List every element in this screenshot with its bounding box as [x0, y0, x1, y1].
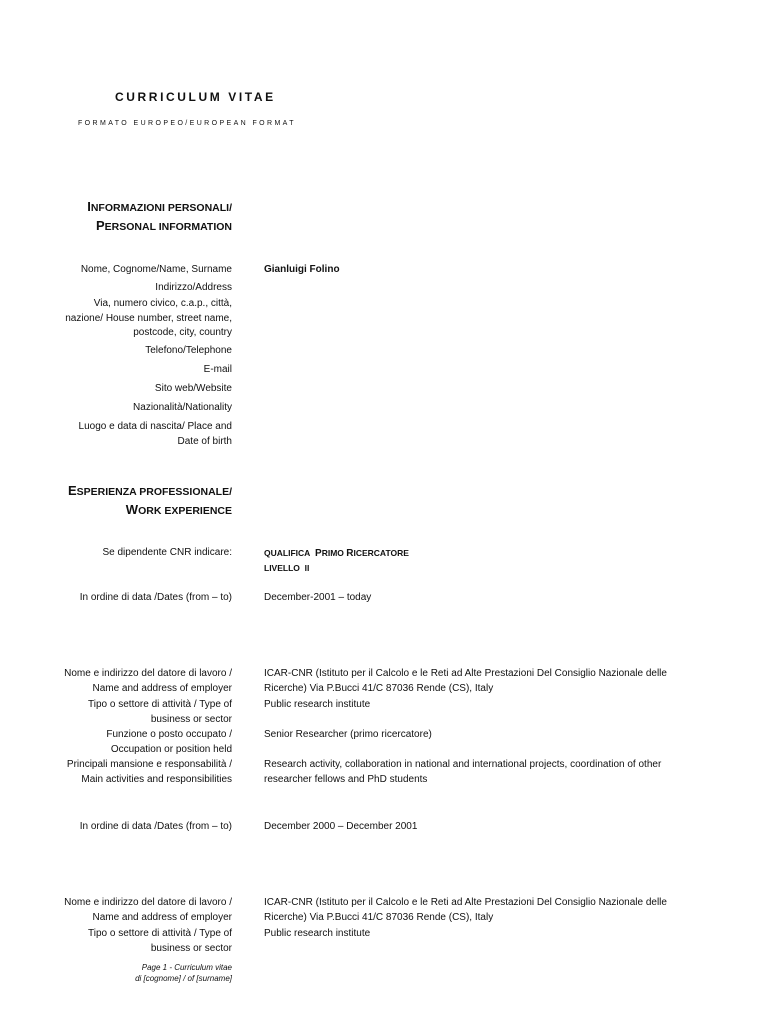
- footer-line-1: Page 1 - Curriculum vitae: [141, 963, 232, 972]
- qualifica-value: QUALIFICA PRIMO RICERCATORE LIVELLO II: [264, 548, 409, 573]
- dates-label: In ordine di data /Dates (from – to): [79, 592, 232, 603]
- sector-label: Tipo o settore di attività / Type of business or sector: [88, 699, 232, 725]
- dates-value: December-2001 – today: [264, 592, 372, 603]
- section-heading-work: ESPERIENZA PROFESSIONALE/ WORK EXPERIENCE: [67, 483, 232, 517]
- employer-value: ICAR-CNR (Istituto per il Calcolo e le Reti ad Alte Prestazioni Del Consiglio Nazionale delle Ricerche) Via P.Bucci 41/C 87036 Rende (CS), Italy: [264, 897, 667, 923]
- position-value: Senior Researcher (primo ricercatore): [264, 729, 432, 740]
- sector-value: Public research institute: [264, 928, 371, 939]
- phone-label: Telefono/Telephone: [145, 345, 232, 356]
- document-subtitle: FORMATO EUROPEO/EUROPEAN FORMAT: [78, 120, 296, 127]
- employer-label: Nome e indirizzo del datore di lavoro / Name and address of employer: [64, 668, 232, 694]
- page-footer: [32, 962, 232, 984]
- employer-label: Nome e indirizzo del datore di lavoro / Name and address of employer: [64, 897, 232, 923]
- document-title: CURRICULUM VITAE: [115, 90, 276, 104]
- nationality-label: Nazionalità/Nationality: [133, 402, 232, 413]
- dates-value: December 2000 – December 2001: [264, 821, 418, 832]
- email-label: E-mail: [203, 364, 232, 375]
- name-label: Nome, Cognome/Name, Surname: [80, 264, 232, 275]
- employer-value: ICAR-CNR (Istituto per il Calcolo e le Reti ad Alte Prestazioni Del Consiglio Nazionale delle Ricerche) Via P.Bucci 41/C 87036 Rende (CS), Italy: [264, 668, 667, 694]
- street-label: Via, numero civico, c.a.p., città, nazione/ House number, street name, postcode, city, country: [65, 298, 232, 338]
- sector-value: Public research institute: [264, 699, 371, 710]
- name-value: Gianluigi Folino: [264, 264, 340, 275]
- position-label: Funzione o posto occupato / Occupation or position held: [106, 729, 232, 755]
- activities-label: Principali mansione e responsabilità / Main activities and responsibilities: [66, 759, 232, 785]
- website-label: Sito web/Website: [154, 383, 232, 394]
- dates-label: In ordine di data /Dates (from – to): [79, 821, 232, 832]
- address-label: Indirizzo/Address: [155, 282, 232, 293]
- cnr-label: Se dipendente CNR indicare:: [102, 547, 232, 558]
- footer-line-2: di [cognome] / of [surname]: [135, 974, 232, 983]
- activities-value: Research activity, collaboration in national and international projects, coordination of other researcher fellows and PhD students: [264, 759, 662, 785]
- sector-label: Tipo o settore di attività / Type of business or sector: [88, 928, 232, 954]
- section-heading-personal: INFORMAZIONI PERSONALI/ PERSONAL INFORMATION: [87, 199, 232, 233]
- birth-label: Luogo e data di nascita/ Place and Date of birth: [78, 421, 232, 447]
